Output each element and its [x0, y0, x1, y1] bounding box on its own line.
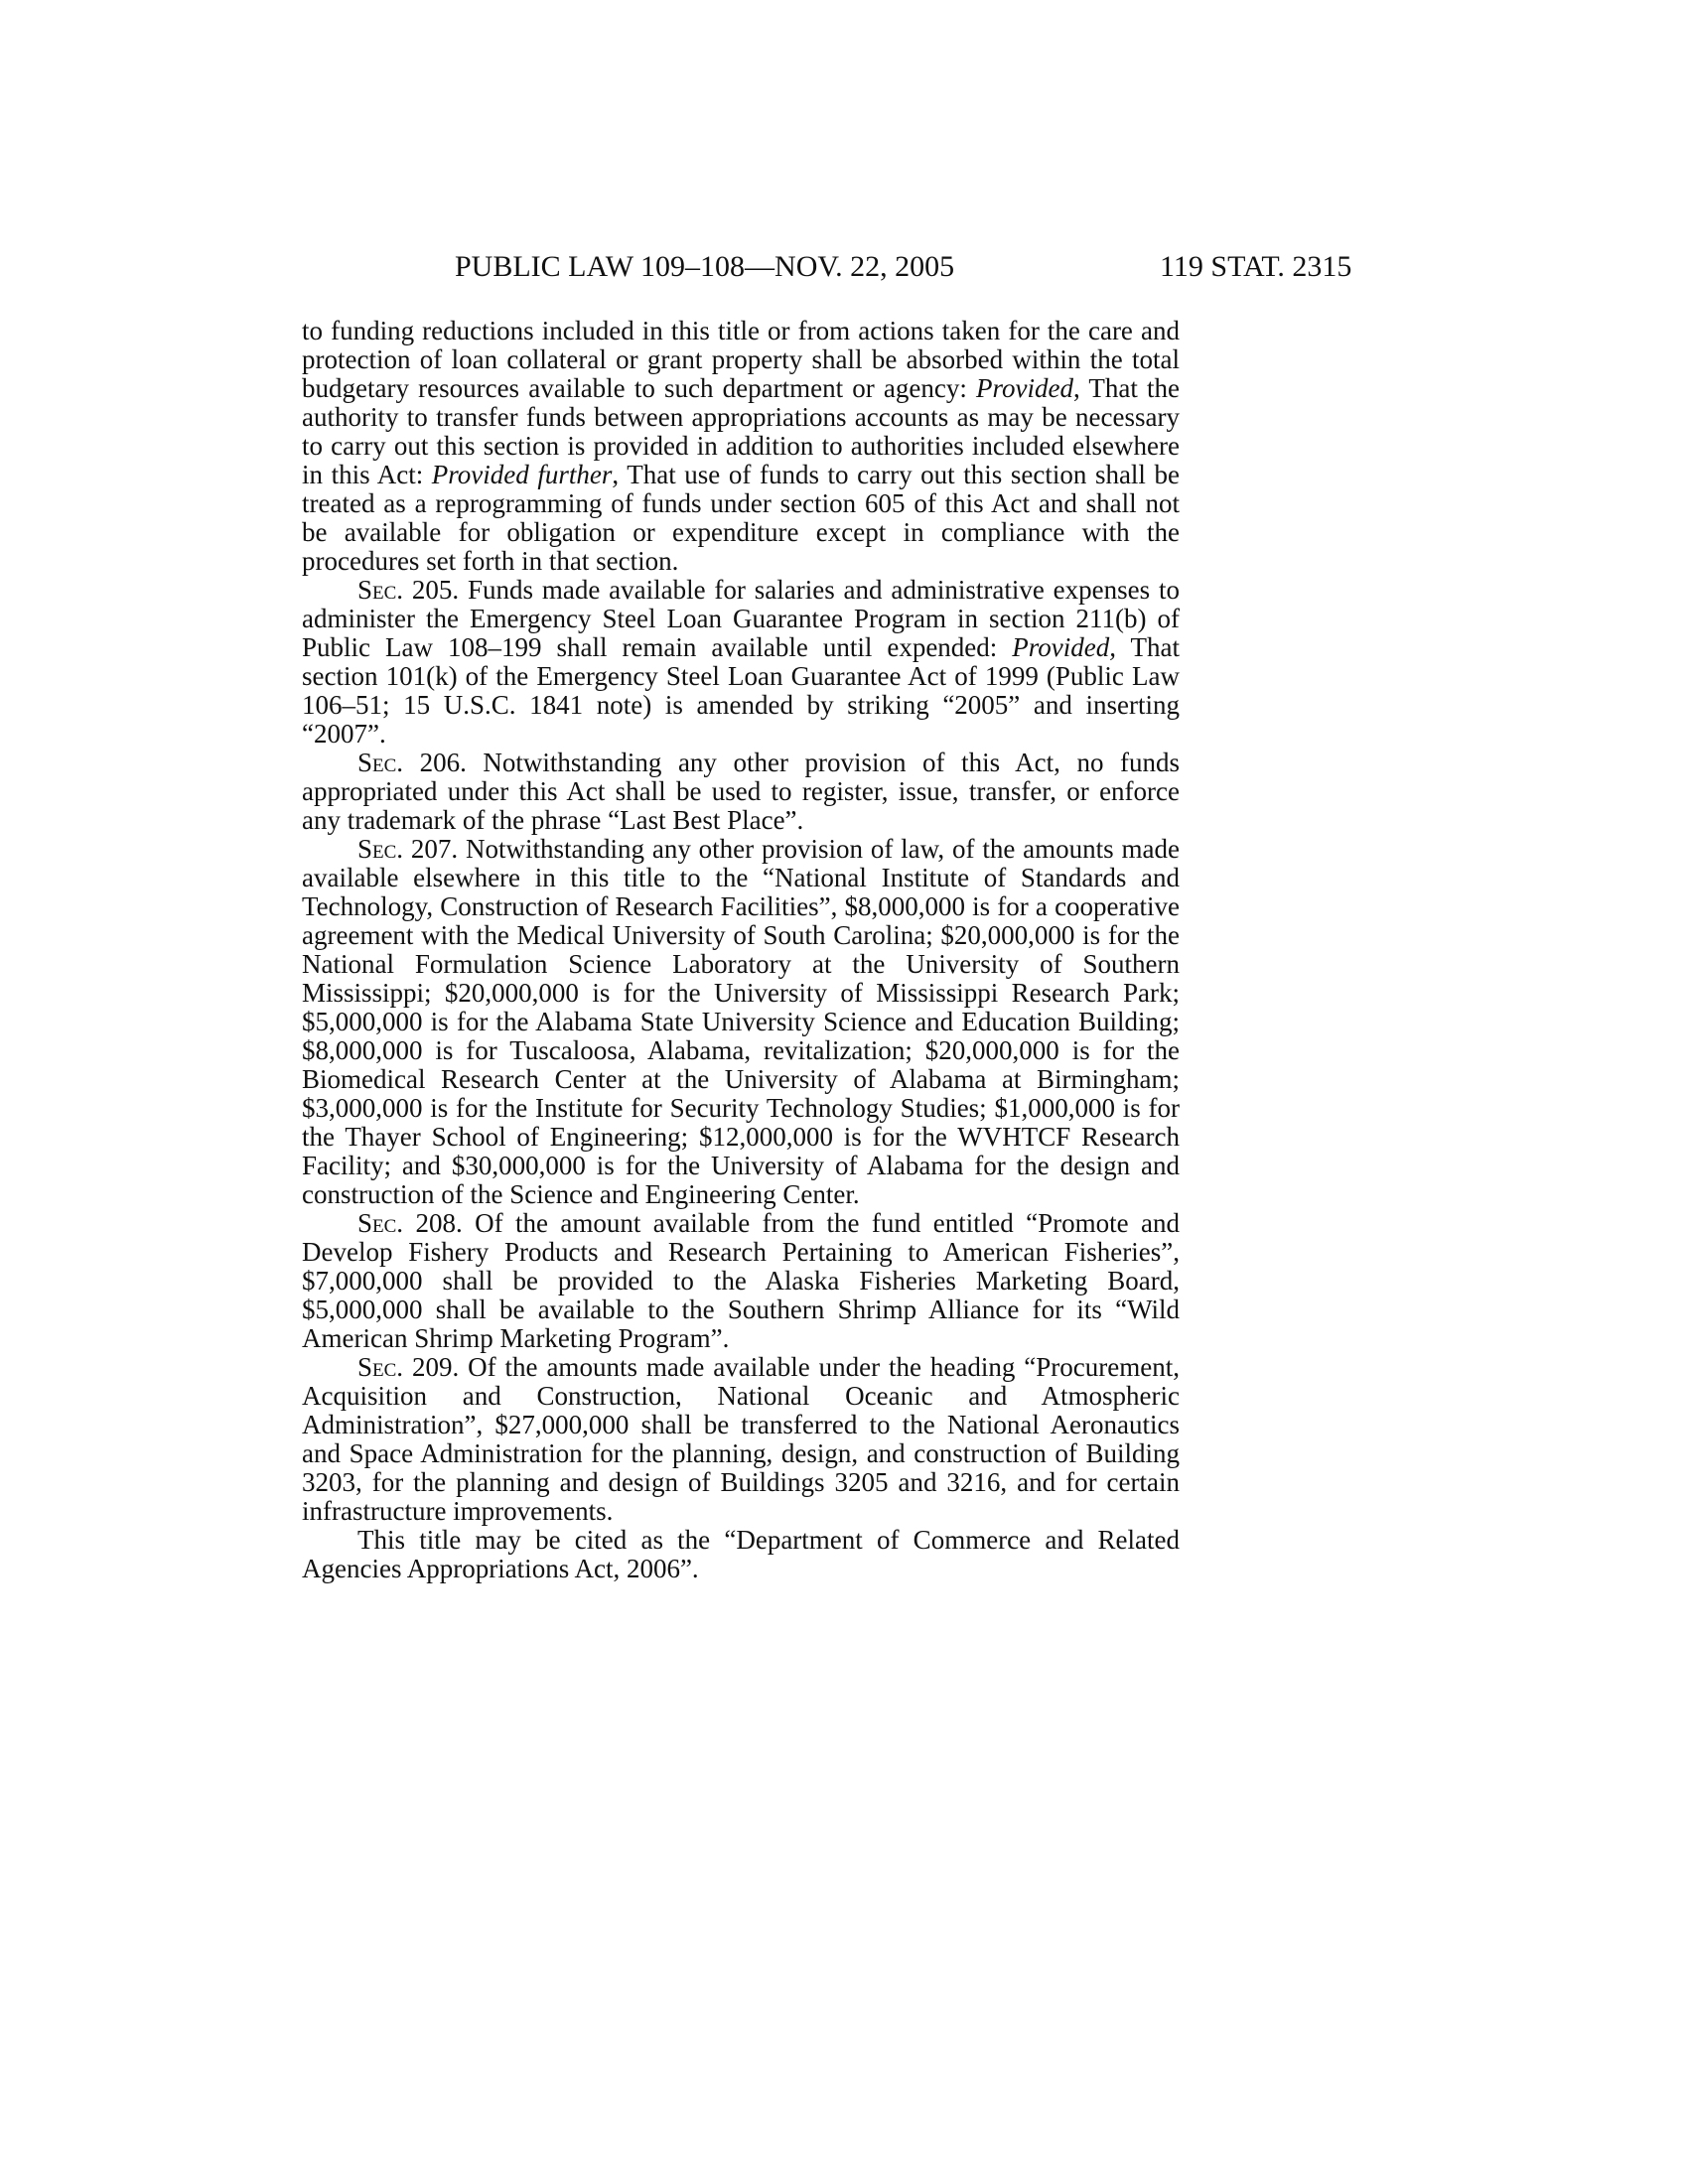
section-label: Sec — [357, 1208, 397, 1238]
text-run: , That use of funds to carry out this section shall be treated as a reprogramming of funds under section 605 of this Act and shall not be available for obligation or expenditure except in compliance with the procedures set forth in that section. — [302, 460, 1181, 576]
text-run: . 207. Notwithstanding any other provision of law, of the amounts made available elsewhere in this title to the “National Institute of Standards and Technology, Construction of Research Facilities”, $8,000,000 is for a cooperative agreement with the Medical University of South Carolina; $20,000,000 is for the National Formulation Science Laboratory at the University of Southern Mississippi; $20,000,000 is for the University of Mississippi Research Park; $5,000,000 is for the Alabama State University Science and Education Building; $8,000,000 is for Tuscaloosa, Alabama, revitalization; $20,000,000 is for the Biomedical Research Center at the University of Alabama at Birmingham; $3,000,000 is for the Institute for Security Technology Studies; $1,000,000 is for the Thayer School of Engineering; $12,000,000 is for the WVHTCF Research Facility; and $30,000,000 is for the University of Alabama for the design and construction of the Science and Engineering Center. — [302, 834, 1180, 1209]
section-205 — [302, 576, 1180, 749]
short-title-paragraph — [302, 1526, 1180, 1583]
text-run: . 206. Notwithstanding any other provision of this Act, no funds appropriated under this Act shall be used to register, issue, transfer, or enforce any trademark of the phrase “Last Best Place”. — [302, 748, 1180, 835]
text-run: That section 101(k) of the Emergency Steel Loan Guarantee Act of 1999 (Public Law 106–51; 15 U.S.C. 1841 note) is amended by striking “2005” and inserting “2007”. — [302, 632, 1180, 749]
section-207 — [302, 835, 1180, 1209]
section-208 — [302, 1209, 1180, 1353]
section-label: Sec — [357, 575, 397, 605]
text-run: , That the authority to transfer funds between appropriations accounts as may be necessary to carry out this section is provided in addition to authorities included elsewhere in this Act: — [302, 373, 1180, 489]
text-run: . 209. Of the amounts made available under the heading “Procurement, Acquisition and Construction, National Oceanic and Atmospheric Administration”, $27,000,000 shall be transferred to the National Aeronautics and Space Administration for the planning, design, and construction of Building 3203, for the planning and design of Buildings 3205 and 3216, and for certain infrastructure improvements. — [302, 1352, 1180, 1526]
italic-proviso: Provided further — [431, 460, 613, 489]
italic-proviso: Provided — [975, 373, 1073, 403]
text-run: . 205. Funds made available for salaries and administrative expenses to administer the Emergency Steel Loan Guarantee Program in section 211(b) of Public Law 108–199 shall remain available until expended: — [302, 575, 1180, 662]
text-run: This title may be cited as the “Department of Commerce and Related Agencies Appropriations Act, 2006”. — [302, 1525, 1180, 1583]
page-header — [0, 250, 1688, 290]
italic-proviso: Provided, — [1012, 632, 1116, 662]
section-label: Sec — [357, 1352, 397, 1382]
text-run: to funding reductions included in this title or from actions taken for the care and protection of loan collateral or grant property shall be absorbed within the total budgetary resources available to such department or agency: — [302, 316, 1180, 403]
paragraph-continuation — [302, 317, 1180, 576]
section-label: Sec — [357, 834, 397, 864]
section-209 — [302, 1353, 1180, 1526]
text-run: . 208. Of the amount available from the fund entitled “Promote and Develop Fishery Products and Research Pertaining to American Fisheries”, $7,000,000 shall be provided to the Alaska Fisheries Marketing Board, $5,000,000 shall be available to the Southern Shrimp Alliance for its “Wild American Shrimp Marketing Program”. — [302, 1208, 1180, 1353]
body-text — [302, 317, 1180, 1583]
section-206 — [302, 749, 1180, 835]
statute-page-number: 119 STAT. 2315 — [1160, 250, 1352, 283]
running-head: PUBLIC LAW 109–108—NOV. 22, 2005 — [455, 250, 955, 283]
section-label: Sec — [357, 748, 397, 777]
